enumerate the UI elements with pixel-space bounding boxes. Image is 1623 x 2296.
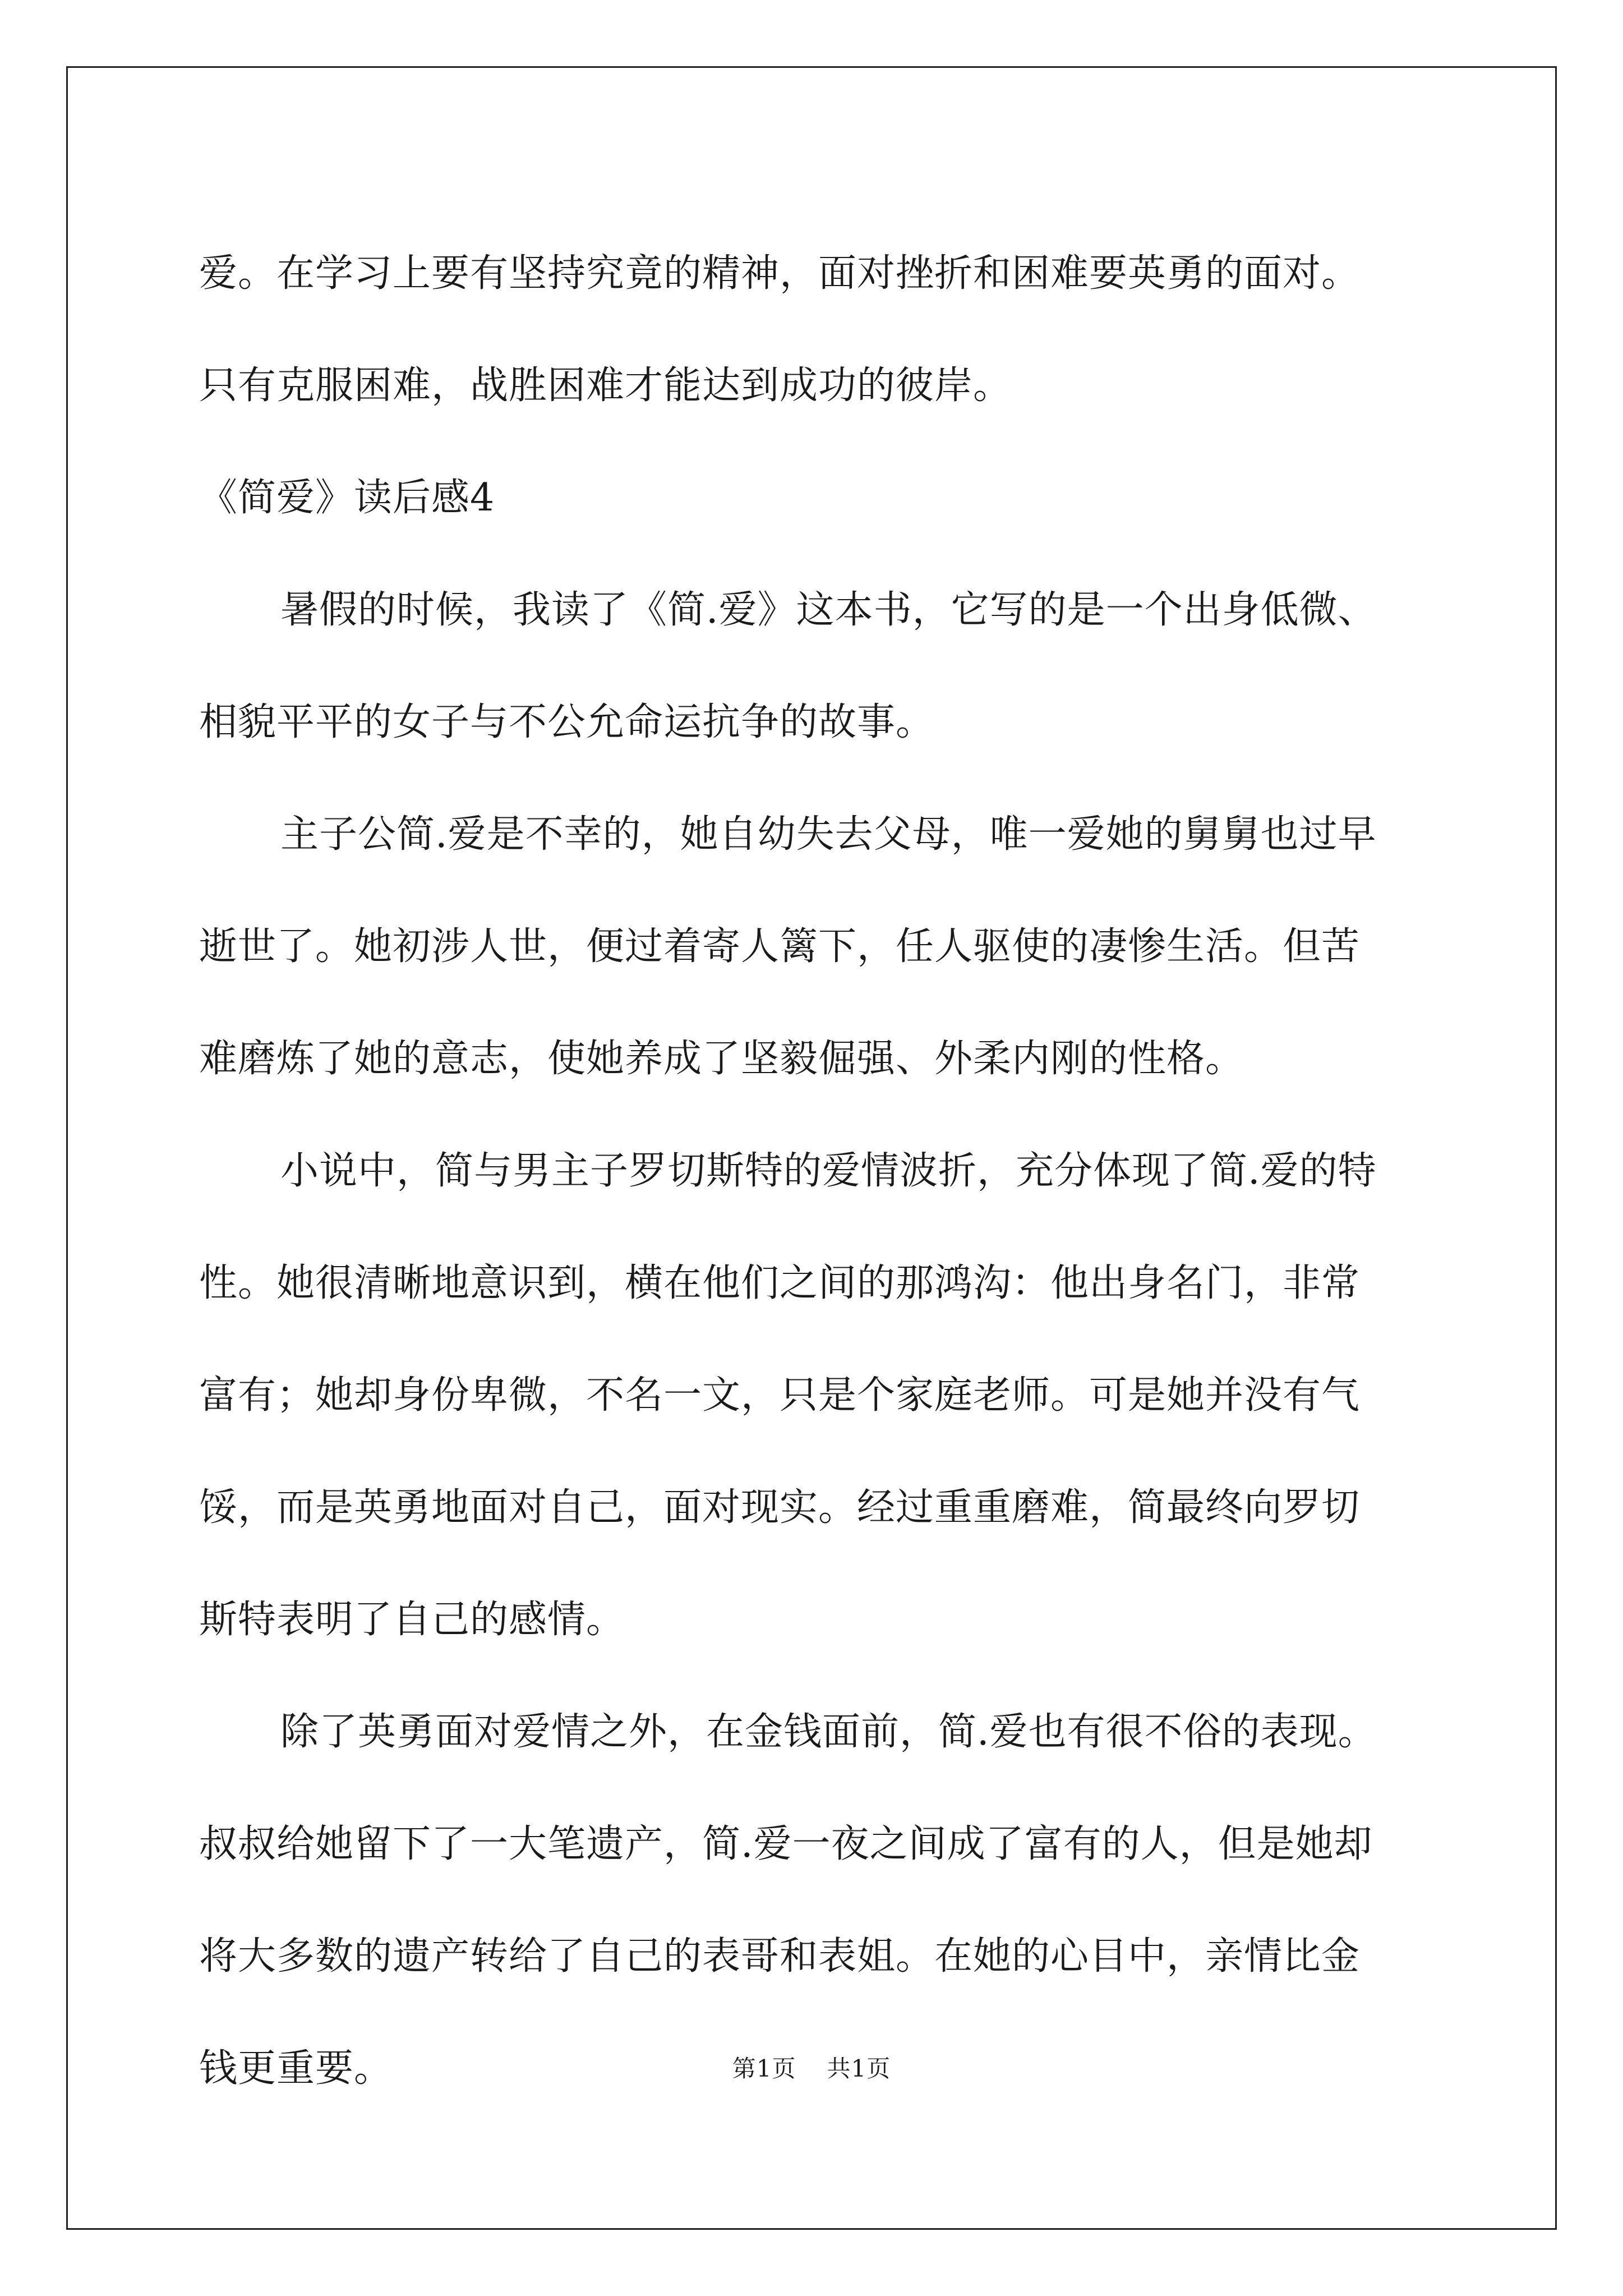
text-line: 性。她很清晰地意识到，横在他们之间的那鸿沟：他出身名门，非常 <box>199 1261 1361 1305</box>
section-heading: 《简爱》读后感4 <box>199 476 495 520</box>
text-line: 难磨炼了她的意志，使她养成了坚毅倔强、外柔内刚的性格。 <box>199 1037 1244 1081</box>
text-line: 馁，而是英勇地面对自己，面对现实。经过重重磨难，简最终向罗切 <box>199 1485 1361 1530</box>
text-line: 钱更重要。 <box>199 2046 393 2091</box>
text-line: 小说中，简与男主子罗切斯特的爱情波折，充分体现了简.爱的特 <box>280 1149 1377 1193</box>
text-line: 除了英勇面对爱情之外，在金钱面前，简.爱也有很不俗的表现。 <box>280 1710 1377 1754</box>
text-line: 只有克服困难，战胜困难才能达到成功的彼岸。 <box>199 364 1012 408</box>
page-footer <box>0 2052 1623 2086</box>
text-line: 爱。在学习上要有坚持究竟的精神，面对挫折和困难要英勇的面对。 <box>199 251 1361 296</box>
text-line: 主子公简.爱是不幸的，她自幼失去父母，唯一爱她的舅舅也过早 <box>280 812 1377 857</box>
text-line: 富有；她却身份卑微，不名一文，只是个家庭老师。可是她并没有气 <box>199 1373 1361 1418</box>
text-line: 相貌平平的女子与不公允命运抗争的故事。 <box>199 700 935 744</box>
text-line: 将大多数的遗产转给了自己的表哥和表姐。在她的心目中，亲情比金 <box>199 1934 1361 1978</box>
text-line: 逝世了。她初涉人世，便过着寄人篱下，任人驱使的凄惨生活。但苦 <box>199 924 1361 969</box>
text-line: 斯特表明了自己的感情。 <box>199 1598 625 1642</box>
text-line: 暑假的时候，我读了《简.爱》这本书，它写的是一个出身低微、 <box>280 588 1377 632</box>
text-line: 叔叔给她留下了一大笔遗产，简.爱一夜之间成了富有的人，但是她却 <box>199 1822 1373 1866</box>
document-body <box>199 218 1441 2125</box>
page-number-current: 第1页 <box>732 2055 796 2082</box>
page-number-total: 共1页 <box>827 2055 891 2082</box>
